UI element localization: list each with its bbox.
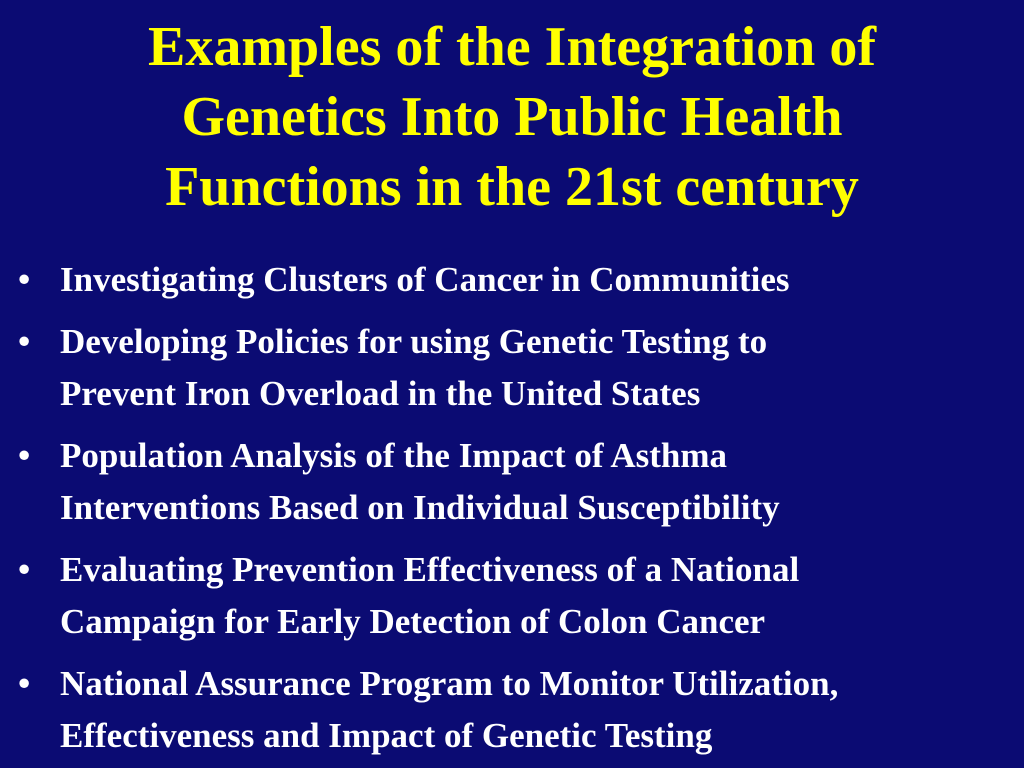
bullet-item (18, 658, 1018, 762)
bullet-item (18, 316, 1018, 420)
bullet-item (18, 430, 1018, 534)
bullet-item (18, 254, 1018, 306)
bullet-dot-icon: • (18, 436, 31, 475)
bullet-text (60, 430, 1018, 534)
bullet-list (18, 254, 1018, 768)
bullet-text (60, 544, 1018, 648)
bullet-text-line: Developing Policies for using Genetic Testing to (60, 322, 768, 361)
bullet-dot-icon: • (18, 322, 31, 361)
bullet-text-line: Prevent Iron Overload in the United States (60, 374, 701, 413)
bullet-item (18, 544, 1018, 648)
slide-title-line: Genetics Into Public Health (181, 86, 843, 148)
bullet-text-line: Investigating Clusters of Cancer in Communities (60, 260, 790, 299)
bullet-text-line: Evaluating Prevention Effectiveness of a National (60, 550, 800, 589)
bullet-text-line: National Assurance Program to Monitor Utilization, (60, 664, 839, 703)
bullet-text (60, 316, 1018, 420)
bullet-text-line: Interventions Based on Individual Susceptibility (60, 488, 780, 527)
slide-title (60, 12, 964, 222)
slide-title-line: Examples of the Integration of (148, 16, 876, 78)
bullet-text (60, 254, 1018, 306)
bullet-text (60, 658, 1018, 762)
bullet-dot-icon: • (18, 550, 31, 589)
bullet-dot-icon: • (18, 260, 31, 299)
bullet-text-line: Population Analysis of the Impact of Asthma (60, 436, 728, 475)
bullet-dot-icon: • (18, 664, 31, 703)
bullet-text-line: Effectiveness and Impact of Genetic Testing (60, 716, 713, 755)
bullet-text-line: Campaign for Early Detection of Colon Cancer (60, 602, 766, 641)
slide-title-line: Functions in the 21st century (165, 156, 859, 218)
